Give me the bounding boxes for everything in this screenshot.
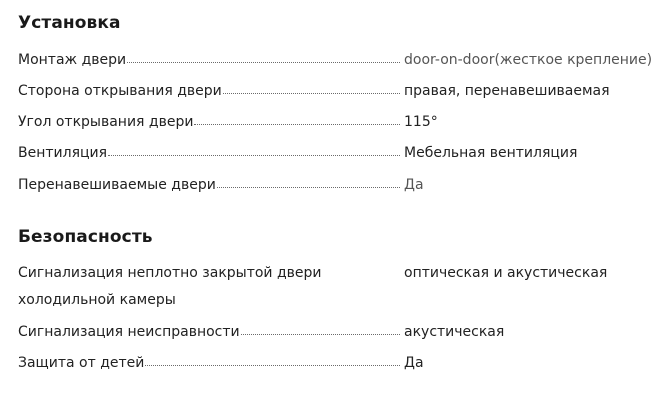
spec-label: Защита от детей	[18, 355, 145, 371]
spec-label: Монтаж двери	[18, 52, 127, 68]
spec-value: door-on-door(жесткое крепление)	[404, 52, 652, 68]
dotted-leader	[194, 123, 400, 125]
spec-value: оптическая и акустическая	[404, 265, 608, 281]
spec-value: Да	[404, 177, 424, 193]
section-installation	[18, 12, 648, 34]
spec-label-line-2: холодильной камеры	[18, 292, 176, 308]
dotted-leader	[145, 364, 400, 366]
spec-label: Перенавешиваемые двери	[18, 177, 216, 193]
section-title: Безопасность	[18, 227, 153, 247]
spec-label-line-1: Сигнализация неплотно закрытой двери	[18, 265, 322, 281]
spec-label: Вентиляция	[18, 145, 108, 161]
spec-row-door-open-alarm	[18, 260, 648, 316]
dotted-leader	[217, 186, 400, 188]
dotted-leader	[223, 92, 400, 94]
dotted-leader	[127, 61, 400, 63]
spec-label: Сигнализация неисправности	[18, 324, 240, 340]
spec-value: правая, перенавешиваемая	[404, 83, 610, 99]
dotted-leader	[241, 333, 400, 335]
section-title: Установка	[18, 13, 121, 33]
spec-label: Сторона открывания двери	[18, 83, 222, 99]
section-safety	[18, 226, 648, 248]
spec-value: Мебельная вентиляция	[404, 145, 578, 161]
spec-value: Да	[404, 355, 424, 371]
dotted-leader	[108, 154, 400, 156]
spec-value: 115°	[404, 114, 438, 130]
spec-value: акустическая	[404, 324, 505, 340]
spec-label: Угол открывания двери	[18, 114, 194, 130]
